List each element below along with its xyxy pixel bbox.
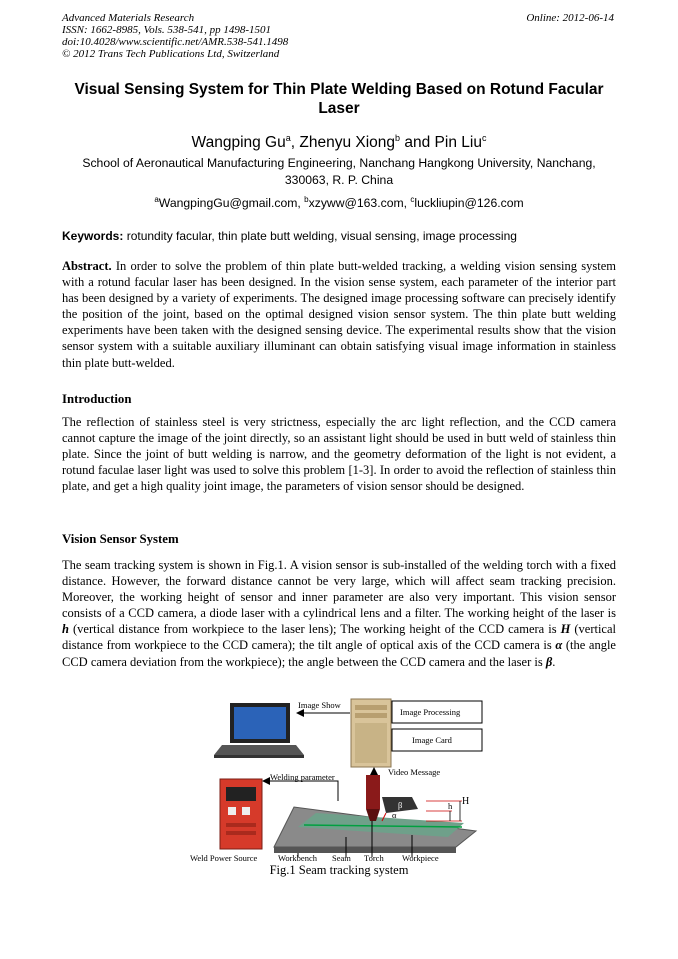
arrow-welding-parameter <box>268 781 338 801</box>
author-separator: and <box>400 134 435 152</box>
author-affil-mark: a <box>285 133 291 143</box>
paragraph-text: (vertical distance from workpiece to the CCD camera); the tilt angle of optical axis of the CCD camera is <box>62 622 616 653</box>
author-name: Zhenyu Xiong <box>299 134 396 152</box>
introduction-paragraph: The reflection of stainless steel is very strictness, especially the arc light reflection, and the CCD camera cannot capture the image of the joint directly, so an assistant light should be used in butt weld of stainless thin plate. Since the joint of butt welding is narrow, and the geometry deformation of the light is not evident, a rotund faculae laser light was used to solve this problem [1-3]. In order to avoid the reflection of stainless thin plate, and get a high quality joint image, the parameters of vision sensor should be designed. <box>62 415 616 494</box>
author-separator: , <box>290 134 300 152</box>
author-list <box>62 128 616 153</box>
email-mark: c <box>410 195 415 204</box>
keywords-text: rotundity facular, thin plate butt welding, visual sensing, image processing <box>123 229 517 243</box>
arrowhead <box>370 767 378 775</box>
copyright-line: © 2012 Trans Tech Publications Ltd, Switzerland <box>62 48 280 60</box>
abstract <box>62 258 616 371</box>
label-video-message: Video Message <box>388 767 441 777</box>
email-list <box>62 192 616 211</box>
author-affil-mark: c <box>481 133 487 143</box>
online-date: Online: 2012-06-14 <box>526 12 614 24</box>
author-name: Pin Liu <box>434 134 482 152</box>
email-mark: b <box>304 195 309 204</box>
paragraph-text: The seam tracking system is shown in Fig.1. A vision sensor is sub-installed of the welding torch with a fixed distance. However, the forward distance cannot be very large, which will affect seam tracking precision. Moreover, the working height of sensor and inner parameter are also very important. This vision sensor consists of a CCD camera, a diode laser with a cylindrical lens and a filter. The working height of the laser is <box>62 558 616 621</box>
label-image-card: Image Card <box>412 735 452 745</box>
label-torch: Torch <box>364 853 384 863</box>
journal-header <box>62 12 288 60</box>
symbol-beta: β <box>545 654 553 669</box>
paragraph-text: (vertical distance from workpiece to the laser lens); The working height of the CCD camera is <box>68 622 561 637</box>
label-h-small: h <box>448 801 453 811</box>
label-alpha: α <box>392 810 397 820</box>
abstract-text: In order to solve the problem of thin plate butt-welded tracking, a welding vision sensing system with a rotund facular laser has been designed. In the vision sense system, each parameter of the interior part has been designed by a variety of experiments. The designed image processing software can precisely identify the position of the joint, based on the optimal designed vision sensor system. The thin plate butt welding experiments have been taken with the designed sensing device. The experimental results show that the vision sensor system with a suitable auxiliary illuminant can obtain satisfying visual image information in stainless thin plate butt-welded. <box>62 259 616 370</box>
symbol-h: h <box>62 622 69 637</box>
weld-power-source <box>220 779 262 849</box>
label-seam: Seam <box>332 853 351 863</box>
symbol-alpha: α <box>555 638 563 653</box>
welding-torch <box>366 775 380 821</box>
section-heading-introduction: Introduction <box>62 392 132 406</box>
author-name: Wangping Gu <box>191 134 286 152</box>
keywords <box>62 228 616 244</box>
label-image-processing: Image Processing <box>400 707 461 717</box>
email-link[interactable]: WangpingGu@gmail.com, <box>158 196 305 211</box>
email-link[interactable]: luckliupin@126.com <box>414 196 524 211</box>
paragraph-text: . <box>552 654 556 669</box>
paper-title: Visual Sensing System for Thin Plate Welding Based on Rotund Facular Laser <box>74 81 604 117</box>
label-workbench: Workbench <box>278 853 317 863</box>
email-link[interactable]: xzyww@163.com, <box>308 196 411 211</box>
seam-tracking-diagram <box>186 697 486 869</box>
section-heading-vision-sensor: Vision Sensor System <box>62 532 179 546</box>
abstract-label: Abstract. <box>62 259 112 273</box>
symbol-H: H <box>560 622 571 637</box>
journal-name: Advanced Materials Research <box>62 12 195 24</box>
label-image-show: Image Show <box>298 700 341 710</box>
figure-caption: Fig.1 Seam tracking system <box>269 863 409 877</box>
label-welding-parameter: Welding parameter <box>270 772 335 782</box>
keywords-label: Keywords: <box>62 229 124 243</box>
email-mark: a <box>154 195 159 204</box>
seam-tracking-figure <box>186 697 486 869</box>
vision-sensor-paragraph <box>62 557 616 670</box>
label-workpiece: Workpiece <box>402 853 439 863</box>
label-H-big: H <box>462 796 470 807</box>
computer-tower <box>351 699 391 767</box>
author-affil-mark: b <box>395 133 401 143</box>
issn-line: ISSN: 1662-8985, Vols. 538-541, pp 1498-1501 <box>62 24 271 36</box>
label-beta: β <box>398 800 403 810</box>
paragraph-text: (the angle CCD camera deviation from the workpiece); the angle between the CCD camera and the laser is <box>62 638 616 669</box>
doi-line: doi:10.4028/www.scientific.net/AMR.538-541.1498 <box>62 36 289 48</box>
label-weld-power-source: Weld Power Source <box>190 853 258 863</box>
affiliation: School of Aeronautical Manufacturing Engineering, Nanchang Hangkong University, Nanchang, 330063, R. P. China <box>82 156 596 187</box>
laptop-illustration <box>214 703 304 758</box>
arrowhead <box>262 777 270 785</box>
arrowhead <box>296 709 304 717</box>
